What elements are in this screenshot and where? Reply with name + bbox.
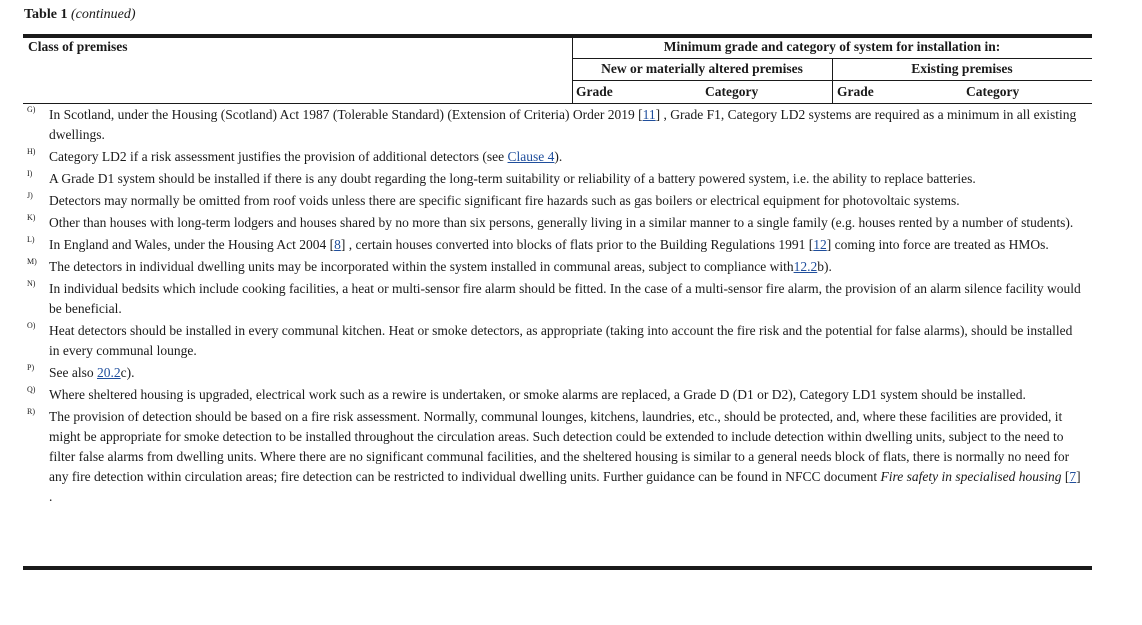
- footnote-text: [49, 407, 1084, 507]
- footnote-text: [49, 105, 1084, 145]
- footnote-item: [24, 191, 1084, 211]
- reference-link[interactable]: 20.2: [97, 365, 121, 380]
- footnote-text-run: ] coming into force are treated as HMOs.: [826, 237, 1049, 252]
- footnote-item: [24, 363, 1084, 383]
- reference-link[interactable]: 12: [813, 237, 827, 252]
- header-divider-left: [572, 38, 573, 104]
- footnote-text-run: ] , certain houses converted into blocks of flats prior to the Building Regulations 1991 [: [340, 237, 814, 252]
- reference-link[interactable]: 12.2: [793, 259, 818, 274]
- footnote-text: [49, 235, 1084, 255]
- footnote-item: [24, 321, 1084, 361]
- header-category-new: Category: [705, 84, 759, 99]
- footnote-text-run: [: [1061, 469, 1070, 484]
- footnote-text-run: ] , Grade F1, Category LD2 systems are required as a minimum in all existing dwellings.: [49, 107, 1077, 142]
- header-new-premises: New or materially altered premises: [601, 61, 803, 76]
- footnote-marker: O): [27, 321, 36, 330]
- footnote-text-run: Where sheltered housing is upgraded, electrical work such as a rewire is undertaken, or smoke alarms are replaced, a Grade D (D1 or D2), Category LD1 system should be installed.: [49, 387, 1026, 402]
- footnote-item: [24, 235, 1084, 255]
- document-title: Fire safety in specialised housing: [880, 469, 1062, 484]
- footnote-marker: Q): [27, 385, 36, 394]
- footnote-text-run: In Scotland, under the Housing (Scotland) Act 1987 (Tolerable Standard) (Extension of Criteria) Order 2019 [: [49, 107, 643, 122]
- reference-link[interactable]: 11: [642, 107, 656, 122]
- footnote-text-run: ] .: [49, 469, 1081, 504]
- footnote-text: [49, 213, 1084, 233]
- table-top-rule: [23, 34, 1092, 38]
- footnote-marker: M): [27, 257, 37, 266]
- table-caption: [24, 7, 135, 23]
- footnote-marker: R): [27, 407, 35, 416]
- reference-link[interactable]: 8: [334, 237, 341, 252]
- footnote-item: [24, 279, 1084, 319]
- footnote-item: [24, 385, 1084, 405]
- header-grade-new: Grade: [576, 84, 613, 99]
- header-minimum-grade: Minimum grade and category of system for installation in:: [663, 39, 1001, 54]
- footnote-item: [24, 213, 1084, 233]
- footnote-text-run: c).: [120, 365, 135, 380]
- header-rule-1: [572, 58, 1092, 59]
- header-grade-existing: Grade: [837, 84, 874, 99]
- footnote-marker: K): [27, 213, 36, 222]
- table-label: Table 1: [24, 7, 68, 22]
- footnote-text-run: The detectors in individual dwelling units may be incorporated within the system installed in communal areas, subject to compliance with: [49, 259, 794, 274]
- footnote-text: [49, 169, 1084, 189]
- header-divider-middle: [832, 58, 833, 104]
- footnote-text: [49, 321, 1084, 361]
- footnote-item: [24, 407, 1084, 507]
- footnote-text: [49, 385, 1084, 405]
- header-category-existing: Category: [966, 84, 1020, 99]
- reference-link[interactable]: Clause 4: [507, 149, 555, 164]
- footnote-marker: H): [27, 147, 36, 156]
- header-existing-premises: Existing premises: [911, 61, 1013, 76]
- continued-label: (continued): [70, 7, 136, 22]
- footnote-text-run: In England and Wales, under the Housing Act 2004 [: [49, 237, 335, 252]
- footnote-text-run: Other than houses with long-term lodgers and houses shared by no more than six persons, generally living in a similar manner to a single family (e.g. houses rented by a number of students).: [49, 215, 1074, 230]
- footnote-marker: I): [27, 169, 33, 178]
- footnote-text: [49, 191, 1084, 211]
- footnote-text-run: Heat detectors should be installed in every communal kitchen. Heat or smoke detectors, as appropriate (taking into account the fire risk and the potential for false alarms), should be installed in every communal lounge.: [49, 323, 1073, 358]
- footnote-marker: L): [27, 235, 35, 244]
- footnote-text-run: Category LD2 if a risk assessment justifies the provision of additional detectors (see: [49, 149, 508, 164]
- footnote-item: [24, 105, 1084, 145]
- footnote-text: [49, 363, 1084, 383]
- footnote-text-run: A Grade D1 system should be installed if there is any doubt regarding the long-term suitability or reliability of a battery powered system, i.e. the ability to replace batteries.: [49, 171, 976, 186]
- footnote-marker: N): [27, 279, 36, 288]
- header-class-of-premises: Class of premises: [28, 39, 128, 54]
- footnote-text-run: Detectors may normally be omitted from roof voids unless there are specific significant fire hazards such as gas boilers or electrical equipment for photovoltaic systems.: [49, 193, 960, 208]
- footnote-text: [49, 147, 1084, 167]
- footnote-item: [24, 169, 1084, 189]
- footnote-marker: J): [27, 191, 33, 200]
- footnote-text: [49, 279, 1084, 319]
- footnote-marker: P): [27, 363, 35, 372]
- header-rule-2: [572, 80, 1092, 81]
- footnote-text-run: See also: [49, 365, 97, 380]
- footnote-text-run: The provision of detection should be based on a fire risk assessment. Normally, communal lounges, kitchens, laundries, etc., should be protected, and, where these facilities are provided, it might be appropriate for smoke detection to be installed throughout the circulation areas. Such detection could be extended to include detection within dwelling units, subject to the need to filter false alarms from dwelling units. Where there are no significant communal facilities, and the sheltered housing is similar to a general needs block of flats, there is normally no need for any fire detection within circulation areas; fire detection can be restricted to individual dwelling units. Further guidance can be found in NFCC document: [49, 409, 1070, 484]
- footnote-item: [24, 147, 1084, 167]
- footnotes-list: [24, 105, 1084, 509]
- footnote-text-run: b).: [817, 259, 832, 274]
- footnote-text-run: In individual bedsits which include cooking facilities, a heat or multi-sensor fire alarm should be fitted. In the case of a multi-sensor fire alarm, the provision of an alarm silence facility would be beneficial.: [49, 281, 1081, 316]
- footnote-item: [24, 257, 1084, 277]
- footnote-marker: G): [27, 105, 36, 114]
- header-bottom-rule: [23, 103, 1092, 104]
- footnote-text: [49, 257, 1084, 277]
- footnote-text-run: ).: [554, 149, 563, 164]
- table-bottom-rule: [23, 566, 1092, 570]
- reference-link[interactable]: 7: [1069, 469, 1077, 484]
